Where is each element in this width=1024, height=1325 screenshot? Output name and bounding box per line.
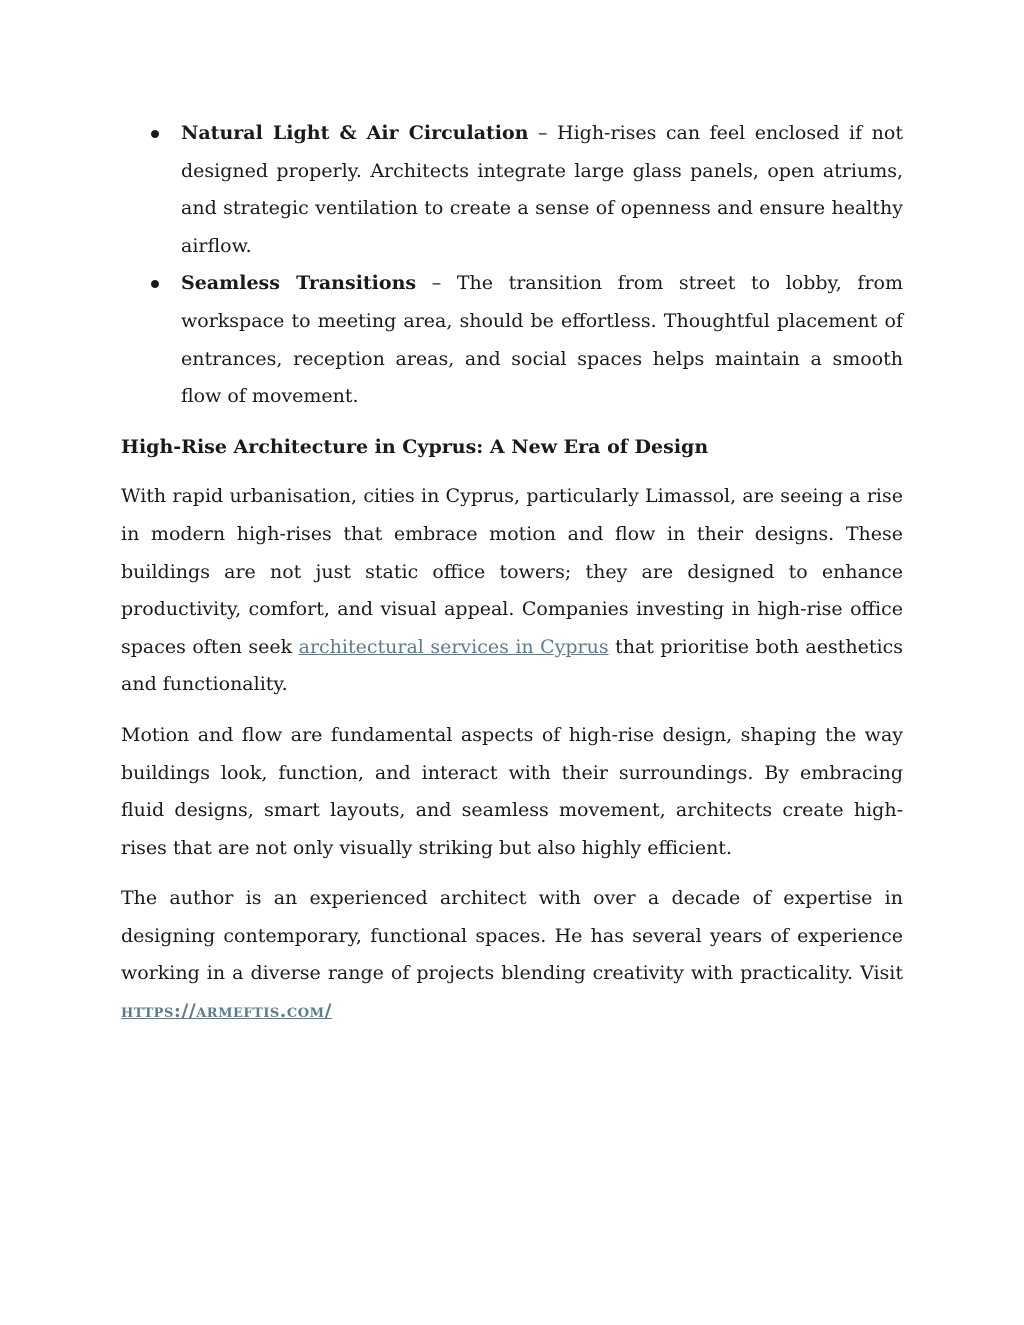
paragraph-author: [121, 880, 903, 1030]
bullet-item-natural-light: [121, 115, 903, 265]
bullet-dash: –: [528, 122, 558, 144]
paragraph-text: With rapid urbanisation, cities in Cyprus, particularly Limassol, are seeing a rise in modern high-rises that embrace motion and flow in their designs. These buildings are not just static office towers; they are designed to enhance productivity, comfort, and visual appeal. Companies investing in high-rise office spaces often seek: [121, 485, 903, 658]
architectural-services-link[interactable]: architectural services in Cyprus: [298, 635, 609, 658]
document-page: [121, 115, 903, 1044]
bullet-dot-icon: [151, 130, 159, 138]
bullet-dash: –: [416, 272, 457, 295]
paragraph-urbanisation: [121, 478, 903, 704]
bullet-text: The transition from street to lobby, from workspace to meeting area, should be effortless. Thoughtful placement of entrances, reception areas, and social spaces helps maintain a smooth flow of movement.: [181, 272, 903, 408]
bullet-dot-icon: [151, 280, 159, 288]
bullet-text: High-rises can feel enclosed if not designed properly. Architects integrate large glass panels, open atriums, and strategic ventilation to create a sense of openness and ensure healthy airflow.: [181, 122, 903, 257]
bullet-title: Seamless Transitions: [181, 272, 417, 295]
bullet-item-seamless-transitions: [121, 265, 903, 415]
bullet-title: Natural Light & Air Circulation: [181, 122, 529, 144]
section-heading: High-Rise Architecture in Cyprus: A New Era of Design: [121, 435, 709, 458]
bullet-list: [121, 115, 903, 416]
paragraph-text: that prioritise both aesthetics and functionality.: [121, 635, 903, 696]
website-link[interactable]: https://armeftis.com/: [121, 1000, 332, 1023]
paragraph-text: The author is an experienced architect with over a decade of expertise in designing contemporary, functional spaces. He has several years of experience working in a diverse range of projects blending creativity with practicality. Visit: [121, 887, 903, 985]
paragraph-motion-flow: Motion and flow are fundamental aspects of high-rise design, shaping the way buildings look, function, and interact with their surroundings. By embracing fluid designs, smart layouts, and seamless movement, architects create high-rises that are not only visually striking but also highly efficient.: [121, 723, 903, 859]
